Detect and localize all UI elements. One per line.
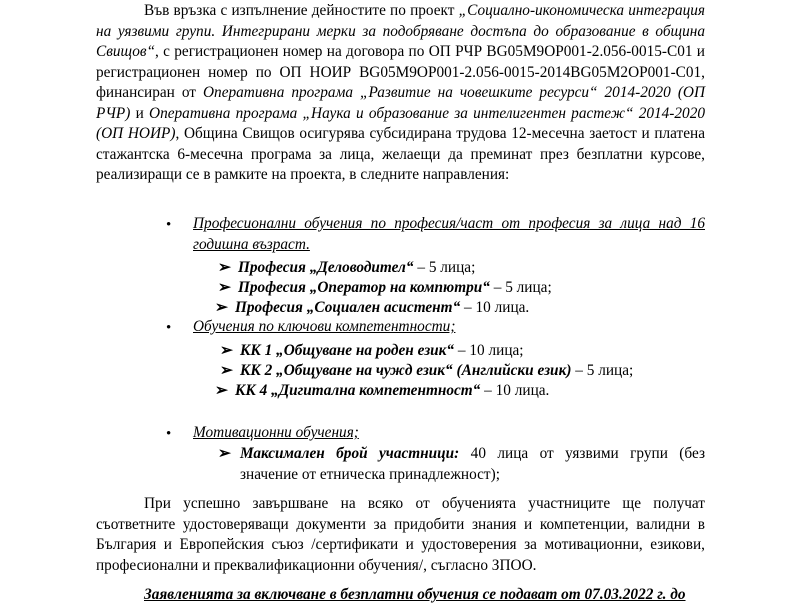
project-title: „Социално-икономическа интеграция на уязвими групи. Интегрирани мерки за подобряване достъпа до образование в община Свищов“ (96, 2, 705, 60)
deadline-line: Заявленията за включване в безплатни обучения се подават от 07.03.2022 г. до (144, 586, 686, 603)
list-item: ➢ КК 2 „Общуване на чужд език“ (Английски език) – 5 лица; (220, 361, 633, 382)
bullet-icon: • (166, 426, 172, 442)
intro-text-5: и (130, 104, 150, 122)
list-item: ➢ Професия „Социален асистент“ – 10 лица. (215, 298, 529, 319)
bullet-icon: • (166, 320, 172, 336)
intro-paragraph (96, 1, 705, 186)
program-hrd: Оперативна програма „Развитие на човешките ресурси“ 2014-2020 (ОП РЧР) (96, 84, 706, 122)
section-heading-key-competences: Обучения по ключови компетентности; (193, 318, 456, 335)
list-item: Максимален брой участници: 40 лица от уязвими групи (без значение от етническа принадлежност); (240, 445, 705, 483)
program-ssg: Оперативна програма „Наука и образование за интелигентен растеж“ 2014-2020 (ОП НОИР) (96, 104, 705, 142)
arrow-icon: ➢ (215, 382, 228, 399)
intro-text-3: , с регистрационен номер на договора по ОП РЧР BG05M9OP001-2.056-0015-C01 и регистрационен номер по ОП НОИР BG05M9OP001-2.056-0015-2014BG05M2OP001-C01, финансиран от (96, 43, 705, 101)
arrow-icon: ➢ (218, 259, 231, 276)
arrow-icon: ➢ (215, 299, 228, 316)
list-item: ➢ КК 4 „Дигитална компетентност“ – 10 лица. (215, 381, 549, 402)
list-item: ➢ Професия „Деловодител“ – 5 лица; (218, 258, 475, 279)
list-item: ➢ Професия „Оператор на компютри“ – 5 лица; (218, 278, 552, 299)
arrow-icon: ➢ (220, 362, 233, 379)
intro-text-7: , Община Свищов осигурява субсидирана трудова 12-месечна заетост и платена стажантска 6-месечна програма за лица, желаещи да преминат през безплатни курсове, реализиращи се в рамките на проекта, в следните направления: (96, 125, 706, 183)
arrow-icon: ➢ (218, 445, 231, 462)
arrow-icon: ➢ (220, 342, 233, 359)
intro-text-1: Във връзка с изпълнение дейностите по проект (144, 2, 459, 19)
section-heading-professional: Професионални обучения по професия/част от професия за лица над 16 годишна възраст. (193, 215, 705, 253)
bullet-icon: • (166, 217, 172, 233)
section-heading-motivational: Мотивационни обучения; (193, 424, 359, 441)
arrow-icon: ➢ (218, 279, 231, 296)
list-item: ➢ КК 1 „Общуване на роден език“ – 10 лица; (220, 341, 524, 362)
closing-paragraph: При успешно завършване на всяко от обученията участниците ще получат съответните удостоверяващи документи за придобити знания и компетенции, валидни в България и Европейския съюз /сертификати и удостоверения за мотивационни, езикови, професионални и преквалификационни обучения/, съгласно ЗПОО. (96, 495, 705, 574)
